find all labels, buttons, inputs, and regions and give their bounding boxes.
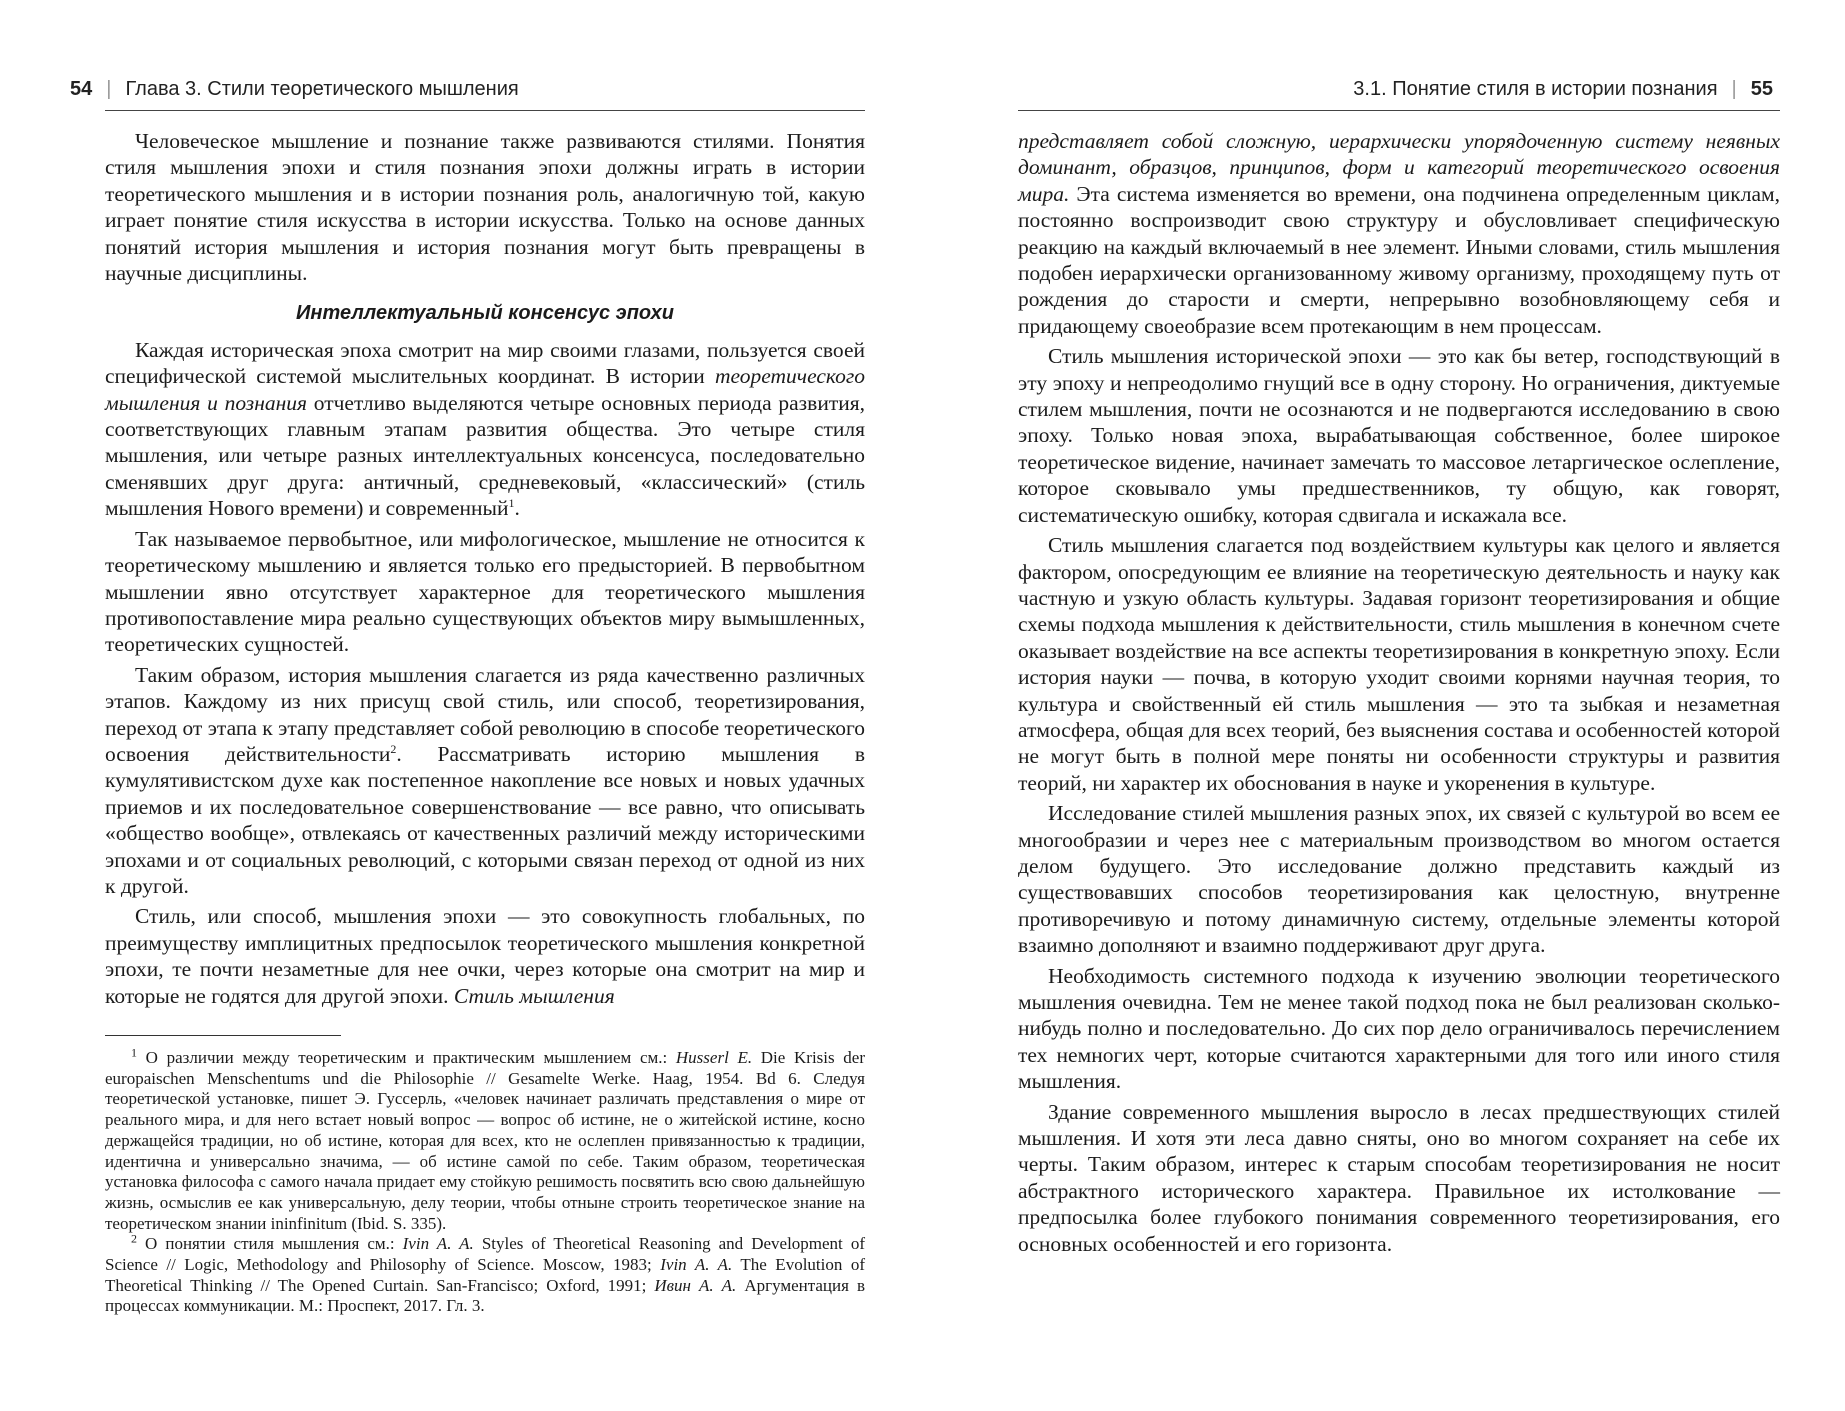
chapter-title: Глава 3. Стили теоретического мышления (125, 78, 519, 100)
paragraph: Исследование стилей мышления разных эпох, их связей с культурой во всем ее многообразии и через нее с материальным производством во многом остается делом будущего. Это исследование должно представить каждый из существовавших способов теоретизирования как целостную, внутренне противоречивую и потому динамичную систему, отдельные элементы которой взаимно дополняют и взаимно поддерживают друг друга. (1018, 801, 1780, 958)
paragraph: Каждая историческая эпоха смотрит на мир своими глазами, пользуется своей специфической системой мыслительных координат. В истории теоретического мышления и познания отчетливо выделяются четыре основных периода развития, соответствующих главным этапам развития общества. Это четыре стиля мышления, или четыре разных интеллектуальных консенсуса, последовательно сменявших друг друга: античный, средневековый, «классический» (стиль мышления Нового времени) и современный$^1$. (105, 337, 865, 521)
running-head-separator: | (106, 78, 112, 100)
right-page (922, 0, 1845, 1411)
left-page (0, 0, 922, 1411)
running-head-right (1353, 78, 1773, 101)
body-text-right (1018, 128, 1780, 1261)
paragraph: Необходимость системного подхода к изучению эволюции теоретического мышления очевидна. Тем не менее такой подход пока не был реализован сколько-нибудь полно и последовательно. До сих пор дело ограничивалось перечислением тех немногих черт, которые считаются характерными для того или иного стиля мышления. (1018, 963, 1780, 1094)
section-subheading: Интеллектуальный консенсус эпохи (296, 302, 674, 325)
paragraph: представляет собой сложную, иерархически упорядоченную систему неявных доминант, образцов, принципов, форм и категорий теоретического освоения мира. Эта система изменяется во времени, она подчинена определенным циклам, постоянно воспроизводит свою структуру и обусловливает специфическую реакцию на каждый включаемый в нее элемент. Иными словами, стиль мышления подобен иерархически организованному живому организму, проходящему путь от рождения до старости и смерти, непрерывно возобновляющему себя и придающему своеобразие всем протекающим в нем процессам. (1018, 129, 1780, 338)
page-number-left: 54 (70, 78, 93, 100)
paragraph: Человеческое мышление и познание также развиваются стилями. Понятия стиля мышления эпохи и стиля познания эпохи должны играть в истории теоретического мышления и в истории познания роль, аналогичную той, какую играет понятие стиля искусства в истории искусства. Только на основе данных понятий история мышления и история познания могут быть превращены в научные дисциплины. (105, 129, 865, 286)
footnotes (105, 1045, 865, 1317)
section-title: 3.1. Понятие стиля в истории познания (1353, 78, 1718, 100)
running-head-separator: | (1731, 78, 1737, 100)
header-rule (1018, 110, 1780, 111)
footnote: $^2$ О понятии стиля мышления см.: Ivin A. A. Styles of Theoretical Reasoning and Development of Science // Logic, Methodology and Philosophy of Science. Moscow, 1983; Ivin A. A. The Evolution of Theoretical Thinking // The Opened Curtain. San-Francisco; Oxford, 1991; Ивин А. А. Аргументация в процессах коммуникации. М.: Проспект, 2017. Гл. 3. (105, 1231, 865, 1316)
page-number-right: 55 (1750, 78, 1773, 100)
footnote: $^1$ О различии между теоретическим и практическим мышлением см.: Husserl E. Die Krisis der europaischen Menschentums und die Philosophie // Gesamelte Werke. Haag, 1954. Bd 6. Следуя теоретической установке, пишет Э. Гуссерль, «человек начинает различать представления о мире от реального мира, и для него встает новый вопрос — вопрос об истине, не о житейской истине, косно держащейся традиции, но об истине, которая для всех, кто не ослеплен привязанностью к традиции, идентична и универсально значима, — об истине самой по себе. Таким образом, теоретическая установка философа с самого начала придает ему стойкую решимость посвятить всю свою дальнейшую жизнь, осмыслив ее как универсальную, делу теории, чтобы отныне строить теоретическое знание на теоретическом знании ininfinitum (Ibid. S. 335). (105, 1045, 865, 1233)
paragraph: Стиль, или способ, мышления эпохи — это совокупность глобальных, по преимуществу имплицитных предпосылок теоретического мышления конкретной эпохи, те почти незаметные для нее очки, через которые она смотрит на мир и которые не годятся для другой эпохи. Стиль мышления (105, 904, 865, 1008)
paragraph: Здание современного мышления выросло в лесах предшествующих стилей мышления. И хотя эти леса давно сняты, оно во многом сохраняет на себе их черты. Таким образом, интерес к старым способам теоретизирования не носит абстрактного исторического характера. Правильное их истолкование — предпосылка более глубокого понимания современного теоретизирования, его основных особенностей и его горизонта. (1018, 1099, 1780, 1256)
body-text-left (105, 128, 865, 1317)
paragraph: Стиль мышления исторической эпохи — это как бы ветер, господствующий в эту эпоху и непреодолимо гнущий все в одну сторону. Но ограничения, диктуемые стилем мышления, почти не осознаются и не подвергаются исследованию в свою эпоху. Только новая эпоха, вырабатывающая собственное, более широкое теоретическое видение, начинает замечать то массовое летаргическое ослепление, которое сковывало умы предшественников, ту общую, как говорят, систематическую ошибку, которая сдвигала и искажала все. (1018, 344, 1780, 527)
paragraph: Стиль мышления слагается под воздействием культуры как целого и является фактором, опосредующим ее влияние на теоретическую деятельность и науку как частную и узкую область культуры. Задавая горизонт теоретизирования и общие схемы подхода мышления к действительности, стиль мышления в конечном счете оказывает воздействие на все аспекты теоретизирования в конкретную эпоху. Если история науки — почва, в которую уходит своими корнями научная теория, то культура и свойственный ей стиль мышления — это та зыбкая и незаметная атмосфера, общая для всех теорий, без выяснения состава и особенностей которой не могут быть в полной мере поняты ни особенности структуры и развития теорий, ни характер их обоснования в науке и укоренения в культуре. (1018, 533, 1780, 795)
running-head-left (70, 78, 519, 101)
paragraph: Так называемое первобытное, или мифологическое, мышление не относится к теоретическому мышлению и является только его предысторией. В первобытном мышлении явно отсутствует характерное для теоретического мышления противопоставление мира реально существующих объектов миру вымышленных, теоретических сущностей. (105, 526, 865, 657)
header-rule (105, 110, 865, 111)
footnote-ref: 2 (390, 741, 397, 756)
footnote-rule (105, 1035, 341, 1036)
paragraph: Таким образом, история мышления слагается из ряда качественно различных этапов. Каждому из них присущ свой стиль, или способ, теоретизирования, переход от этапа к этапу представляет собой революцию в способе теоретического освоения действительности$^2$. Рассматривать историю мышления в кумулятивистском духе как постепенное накопление все новых и новых удачных приемов и их последовательное совершенствование — все равно, что описывать «общество вообще», отвлекаясь от качественных различий между историческими эпохами и от социальных революций, с которыми связан переход от одной из них к другой. (105, 662, 865, 898)
footnote-ref: 1 (508, 496, 515, 511)
